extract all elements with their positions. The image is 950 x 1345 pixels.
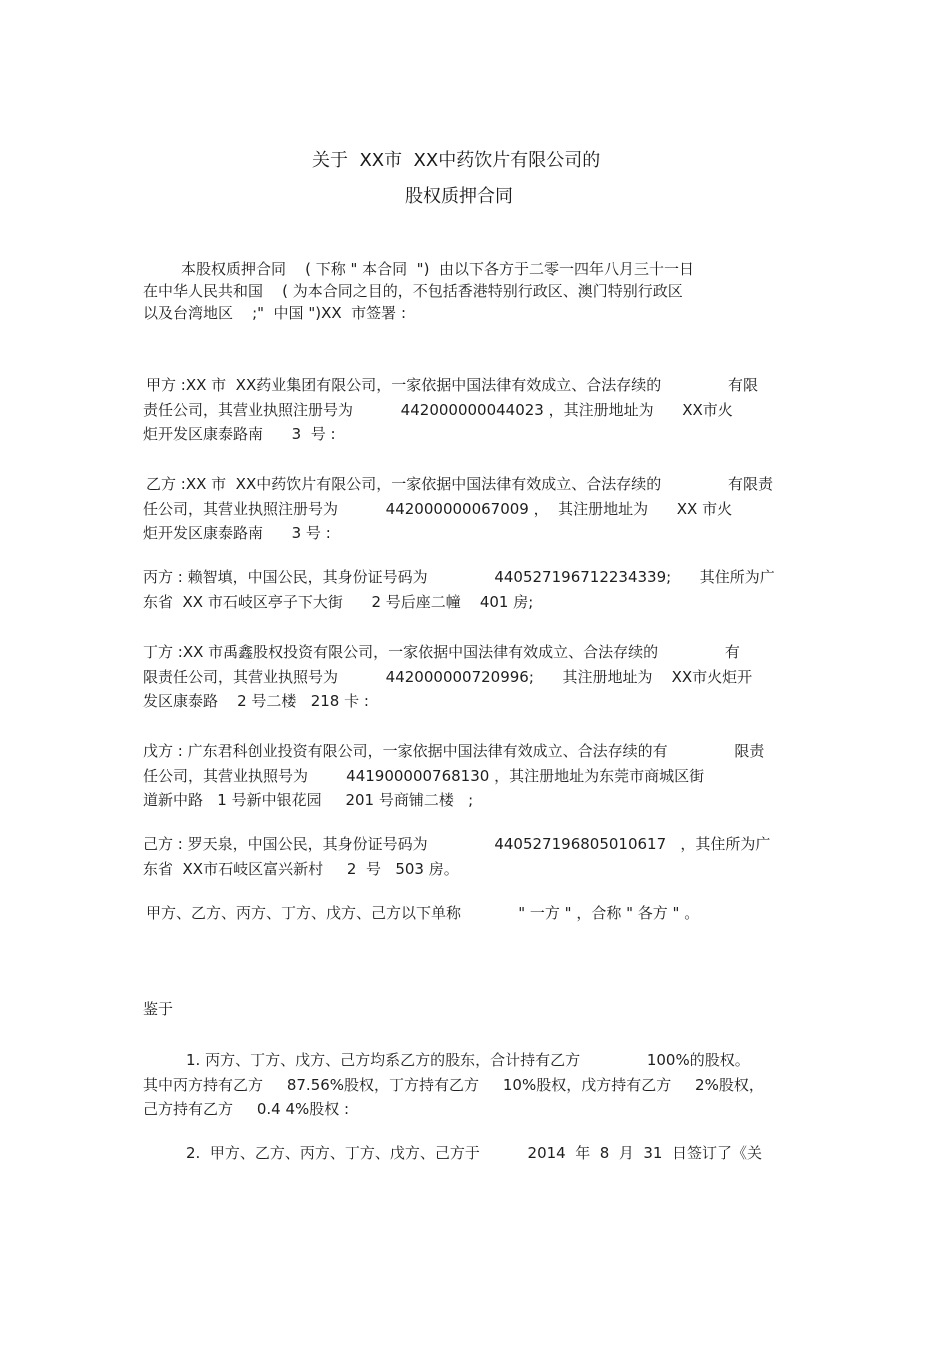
party-d-line-1: 丁方 :XX 市禹鑫股权投资有限公司，一家依据中国法律有效成立、合法存续的 有 xyxy=(143,643,740,661)
party-c-line-2: 东省 XX 市石岐区亭子下大街 2 号后座二幢 401 房; xyxy=(143,593,534,611)
doc-title-line-1: 关于 XX市 XX中药饮片有限公司的 xyxy=(312,150,601,171)
clause-1-line-1: 1. 丙方、丁方、戊方、己方均系乙方的股东，合计持有乙方 100%的股权。 xyxy=(186,1051,750,1069)
party-a-line-1: 甲方 :XX 市 XX药业集团有限公司，一家依据中国法律有效成立、合法存续的 有限 xyxy=(146,376,758,394)
clause-1-line-2: 其中丙方持有乙方 87.56%股权，丁方持有乙方 10%股权，戊方持有乙方 2%股权， xyxy=(143,1076,764,1094)
party-b-line-3: 炬开发区康泰路南 3 号 : xyxy=(143,524,331,542)
clause-2-line-1: 2. 甲方、乙方、丙方、丁方、戊方、己方于 2014 年 8 月 31 日签订了《关 xyxy=(186,1144,763,1162)
clause-1-line-3: 己方持有乙方 0.4 4%股权 : xyxy=(143,1100,350,1118)
party-e-line-1: 戊方 : 广东君科创业投资有限公司，一家依据中国法律有效成立、合法存续的有 限责 xyxy=(143,742,765,760)
party-c-line-1: 丙方 : 赖智填，中国公民，其身份证号码为 440527196712234339; 其住所为广 xyxy=(143,568,775,586)
whereas-heading: 鉴于 xyxy=(143,1000,174,1018)
party-b-line-1: 乙方 :XX 市 XX中药饮片有限公司，一家依据中国法律有效成立、合法存续的 有限责 xyxy=(146,475,773,493)
party-d-line-3: 发区康泰路 2 号二楼 218 卡 : xyxy=(143,692,369,710)
doc-title-line-2: 股权质押合同 xyxy=(405,186,513,207)
party-e-line-2: 任公司，其营业执照号为 441900000768130 ，其注册地址为东莞市商城区街 xyxy=(143,767,705,785)
party-f-line-2: 东省 XX市石岐区富兴新村 2 号 503 房。 xyxy=(143,860,459,878)
intro-line-3: 以及台湾地区 ;" 中国 ")XX 市签署 : xyxy=(143,304,406,322)
intro-line-2: 在中华人民共和国 ( 为本合同之目的，不包括香港特别行政区、澳门特别行政区 xyxy=(143,282,683,300)
party-e-line-3: 道新中路 1 号新中银花园 201 号商铺二楼 ; xyxy=(143,791,474,809)
party-d-line-2: 限责任公司，其营业执照号为 442000000720996; 其注册地址为 XX市火炬开 xyxy=(143,668,753,686)
party-b-line-2: 任公司，其营业执照注册号为 442000000067009 ， 其注册地址为 XX 市火 xyxy=(143,500,733,518)
party-a-line-3: 炬开发区康泰路南 3 号 : xyxy=(143,425,336,443)
intro-line-1: 本股权质押合同 ( 下称 " 本合同 ") 由以下各方于二零一四年八月三十一日 xyxy=(181,260,694,278)
party-a-line-2: 责任公司，其营业执照注册号为 442000000044023 ，其注册地址为 XX市火 xyxy=(143,401,733,419)
collective-definition: 甲方、乙方、丙方、丁方、戊方、己方以下单称 " 一方 " ，合称 " 各方 " 。 xyxy=(146,904,700,922)
party-f-line-1: 己方 : 罗天泉，中国公民，其身份证号码为 440527196805010617 ，其住所为广 xyxy=(143,835,771,853)
